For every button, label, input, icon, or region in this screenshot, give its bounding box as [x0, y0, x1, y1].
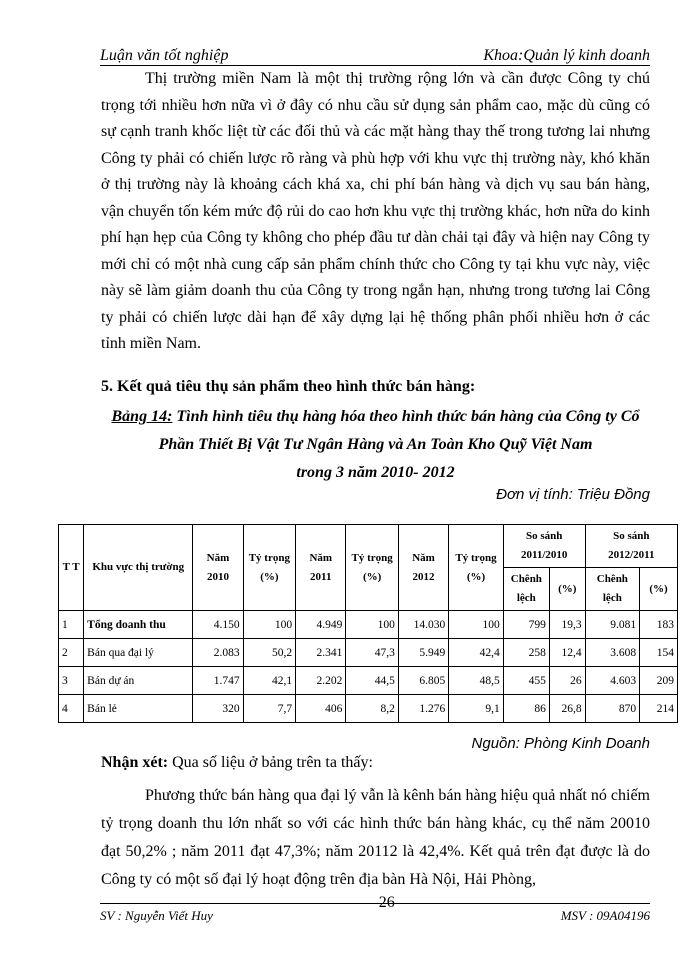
page-footer — [100, 894, 650, 926]
th-diff-1: Chênh lệch — [503, 568, 549, 611]
table-cell: 209 — [640, 667, 678, 695]
caption-text: Tình hình tiêu thụ hàng hóa theo hình thức bán hàng của Công ty Cổ Phần Thiết Bị Vật Tư Ngân Hàng và An Toàn Kho Quỹ Việt Nam — [158, 408, 640, 453]
sales-table — [58, 524, 678, 723]
table-cell: 42,1 — [243, 667, 295, 695]
page-number: 26 — [378, 894, 395, 911]
cell-area: Bán dự án — [84, 667, 193, 695]
table-cell: 4.150 — [193, 611, 243, 639]
table-cell: 183 — [640, 611, 678, 639]
paragraph-1 — [101, 66, 650, 358]
table-cell: 406 — [296, 695, 346, 723]
table-cell: 870 — [585, 695, 640, 723]
th-diff-2: Chênh lệch — [585, 568, 640, 611]
th-ratio-2010: Tỷ trọng (%) — [243, 525, 295, 611]
table-cell: 19,3 — [549, 611, 585, 639]
table-cell: 26,8 — [549, 695, 585, 723]
table-cell: 2.202 — [296, 667, 346, 695]
table-cell: 1.747 — [193, 667, 243, 695]
table-cell: 47,3 — [346, 639, 398, 667]
table-cell: 50,2 — [243, 639, 295, 667]
table-cell: 154 — [640, 639, 678, 667]
table-cell: 42,4 — [449, 639, 504, 667]
table-cell: 100 — [346, 611, 398, 639]
table-cell: 455 — [503, 667, 549, 695]
table-row — [59, 667, 678, 695]
th-area: Khu vực thị trường — [84, 525, 193, 611]
table-cell: 2.083 — [193, 639, 243, 667]
th-pct-1: (%) — [549, 568, 585, 611]
cell-area: Bán qua đại lý — [84, 639, 193, 667]
paragraph-2-text: Phương thức bán hàng qua đại lý vẫn là kênh bán hàng hiệu quả nhất nó chiếm tỷ trọng doanh thu lớn nhất so với các hình thức bán hàng khác, cụ thể năm 20010 đạt 50,2% ; năm 2011 đạt 47,3%; năm 20112 là 42,4%. Kết quả trên đạt được là do Công ty có một số đại lý hoạt động trên địa bàn Hà Nội, Hải Phòng, — [101, 787, 650, 888]
table-cell: 1.276 — [398, 695, 448, 723]
table-cell: 3 — [59, 667, 84, 695]
table-cell: 44,5 — [346, 667, 398, 695]
unit-label: Đơn vị tính: Triệu Đồng — [496, 486, 650, 503]
table-cell: 12,4 — [549, 639, 585, 667]
remark-label: Nhận xét: — [101, 754, 169, 771]
th-ratio-2011: Tỷ trọng (%) — [346, 525, 398, 611]
table-cell: 258 — [503, 639, 549, 667]
table-cell: 4 — [59, 695, 84, 723]
paragraph-2 — [101, 782, 650, 894]
table-cell: 4.603 — [585, 667, 640, 695]
table-cell: 320 — [193, 695, 243, 723]
table-cell: 2 — [59, 639, 84, 667]
cell-area: Bán lẻ — [84, 695, 193, 723]
table-row — [59, 611, 678, 639]
table-cell: 8,2 — [346, 695, 398, 723]
th-2012: Năm 2012 — [398, 525, 448, 611]
footer-student-id: MSV : 09A04196 — [560, 908, 650, 923]
table-cell: 1 — [59, 611, 84, 639]
table-cell: 100 — [243, 611, 295, 639]
caption-label: Bảng 14: — [111, 408, 173, 425]
th-2011: Năm 2011 — [296, 525, 346, 611]
header-right: Khoa:Quản lý kinh doanh — [483, 47, 650, 64]
table-cell: 6.805 — [398, 667, 448, 695]
table-cell: 14.030 — [398, 611, 448, 639]
header-left: Luận văn tốt nghiệp — [100, 47, 229, 64]
table-cell: 799 — [503, 611, 549, 639]
table-cell: 3.608 — [585, 639, 640, 667]
table-row — [59, 639, 678, 667]
table-cell: 4.949 — [296, 611, 346, 639]
table-cell: 100 — [449, 611, 504, 639]
table-cell: 48,5 — [449, 667, 504, 695]
table-row — [59, 695, 678, 723]
th-tt: T T — [59, 525, 84, 611]
table-cell: 9.081 — [585, 611, 640, 639]
table-cell: 5.949 — [398, 639, 448, 667]
th-pct-2: (%) — [640, 568, 678, 611]
th-cmp-2011-2010: So sánh 2011/2010 — [503, 525, 585, 568]
table-cell: 9,1 — [449, 695, 504, 723]
table-cell: 26 — [549, 667, 585, 695]
table-cell: 2.341 — [296, 639, 346, 667]
table-cell: 214 — [640, 695, 678, 723]
source-note: Nguồn: Phòng Kinh Doanh — [471, 735, 650, 752]
caption-line2: trong 3 năm 2010- 2012 — [296, 464, 455, 481]
section-title: 5. Kết quả tiêu thụ sản phẩm theo hình thức bán hàng: — [101, 378, 476, 395]
remark — [101, 754, 373, 772]
cell-area: Tổng doanh thu — [84, 611, 193, 639]
th-cmp-2012-2011: So sánh 2012/2011 — [585, 525, 677, 568]
remark-text: Qua số liệu ở bảng trên ta thấy: — [168, 754, 373, 771]
table-caption — [101, 403, 650, 487]
table-cell: 86 — [503, 695, 549, 723]
paragraph-1-text: Thị trường miền Nam là một thị trường rộng lớn và cần được Công ty chú trọng tới nhiều hơn nữa vì ở đây có nhu cầu sử dụng sản phẩm cao, mặc dù cũng có sự cạnh tranh khốc liệt từ các đối thủ và các mặt hàng thay thế trong tương lai nhưng Công ty phải có chiến lược rõ ràng và phù hợp với khu vực thị trường này, khó khăn ở thị trường này là khoảng cách khá xa, chi phí bán hàng và dịch vụ sau bán hàng, vận chuyển tốn kém mức độ rủi do cao hơn khu vực thị trường khác, hơn nữa do kinh phí hạn hẹp của Công ty không cho phép đầu tư dàn chải tại đây và hiện nay Công ty mới chỉ có một nhà cung cấp sản phẩm chính thức cho Công ty tại khu vực này, việc này sẽ làm giảm doanh thu của Công ty trong ngắn hạn, nhưng trong tương lai Công ty phải có chiến lược dài hạn để xây dựng lại hệ thống phân phối nhiều hơn ở các tỉnh miền Nam. — [101, 70, 650, 352]
th-ratio-2012: Tỷ trọng (%) — [449, 525, 504, 611]
th-2010: Năm 2010 — [193, 525, 243, 611]
footer-student: SV : Nguyễn Viết Huy — [100, 908, 213, 923]
table-cell: 7,7 — [243, 695, 295, 723]
page-header — [100, 43, 650, 66]
